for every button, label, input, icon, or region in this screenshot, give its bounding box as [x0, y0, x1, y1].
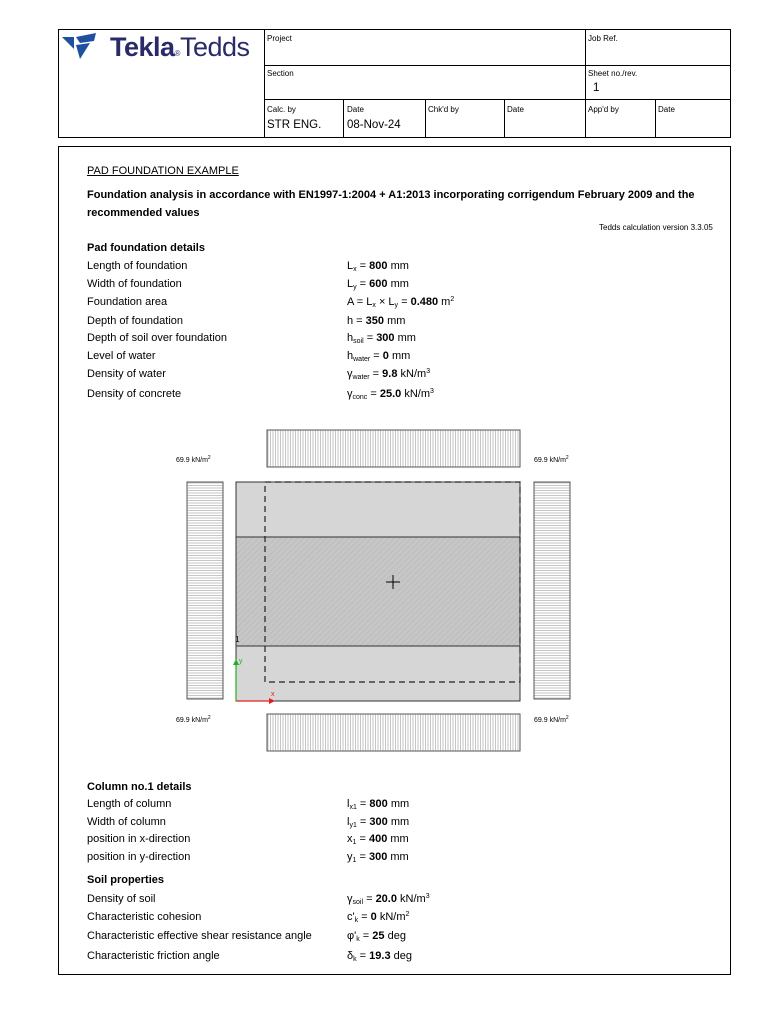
- calc-by-value: STR ENG.: [267, 119, 322, 131]
- calc-by-label: Calc. by: [267, 105, 296, 114]
- sheet-value: 1: [593, 82, 600, 94]
- row-label: Density of water: [87, 368, 166, 380]
- pressure-label-bottom-right: 69.9 $kN/m^2$: [534, 715, 569, 724]
- row-value: $\gamma_{conc} = 25.0$ $kN/m^3$: [347, 388, 434, 401]
- sheet-label: Sheet no./rev.: [588, 69, 638, 78]
- date-label: Date: [347, 105, 364, 114]
- row-label: position in x-direction: [87, 833, 191, 845]
- row-label: Level of water: [87, 350, 156, 362]
- column-number-label: 1: [235, 635, 240, 644]
- pressure-block-bottom: [267, 714, 520, 751]
- row-value: $l_{x1} = 800$ mm: [347, 798, 410, 811]
- logo-text: Tekla®Tedds: [110, 32, 250, 62]
- tekla-logo-icon: [60, 33, 106, 63]
- row-value: $\gamma_{water} = 9.8$ $kN/m^3$: [347, 368, 431, 381]
- tekla-tedds-logo: [60, 30, 265, 64]
- pressure-block-right: [534, 482, 570, 699]
- doc-heading-line1: Foundation analysis in accordance with EN1997-1:2004 + A1:2013 incorporating corrigendum February 2009 and the: [87, 189, 695, 201]
- row-label: Characteristic effective shear resistance angle: [87, 930, 312, 942]
- pressure-label-top-left: 69.9 $kN/m^2$: [176, 455, 211, 464]
- row-label: Length of foundation: [87, 260, 188, 272]
- doc-heading-line2: recommended values: [87, 207, 200, 219]
- foundation-plan-diagram: [150, 420, 610, 760]
- row-value: $\delta_k = 19.3$ deg: [347, 950, 413, 963]
- pressure-label-bottom-left: 69.9 $kN/m^2$: [176, 715, 211, 724]
- row-value: $h_{water} = 0$ mm: [347, 350, 411, 363]
- row-label: Density of soil: [87, 893, 156, 905]
- row-label: Depth of soil over foundation: [87, 332, 228, 344]
- project-label: Project: [267, 34, 292, 43]
- row-label: Width of foundation: [87, 278, 182, 290]
- jobref-label: Job Ref.: [588, 34, 618, 43]
- chkd-label: Chk'd by: [428, 105, 459, 114]
- row-value: $A = L_x \times L_y = 0.480$ $m^2$: [347, 296, 455, 309]
- version-text: Tedds calculation version 3.3.05: [599, 223, 713, 232]
- pressure-label-top-right: 69.9 $kN/m^2$: [534, 455, 569, 464]
- row-label: Depth of foundation: [87, 315, 184, 327]
- y-axis-label: y: [239, 658, 243, 665]
- row-value: $c'_k = 0$ $kN/m^2$: [347, 911, 410, 924]
- row-value: $x_1 = 400$ mm: [347, 833, 409, 846]
- row-value: $L_x = 800$ mm: [347, 260, 409, 273]
- column-details-heading: Column no.1 details: [87, 781, 192, 793]
- date-value: 08-Nov-24: [347, 119, 401, 131]
- row-value: $L_y = 600$ mm: [347, 278, 409, 291]
- row-value: $l_{y1} = 300$ mm: [347, 816, 410, 829]
- row-value: $h_{soil} = 300$ mm: [347, 332, 416, 345]
- row-label: Foundation area: [87, 296, 168, 308]
- row-label: Length of column: [87, 798, 172, 810]
- row-label: position in y-direction: [87, 851, 191, 863]
- appd-label: App'd by: [588, 105, 619, 114]
- column-outline: [236, 537, 520, 646]
- doc-title: PAD FOUNDATION EXAMPLE: [87, 165, 239, 177]
- row-value: $\varphi'_k = 25$ deg: [347, 930, 406, 943]
- row-value: h = 350 mm: [347, 315, 406, 327]
- pressure-block-top: [267, 430, 520, 467]
- row-label: Characteristic friction angle: [87, 950, 220, 962]
- pressure-block-left: [187, 482, 223, 699]
- date3-label: Date: [658, 105, 675, 114]
- pad-details-heading: Pad foundation details: [87, 242, 205, 254]
- soil-properties-heading: Soil properties: [87, 874, 165, 886]
- row-label: Characteristic cohesion: [87, 911, 202, 923]
- row-label: Width of column: [87, 816, 166, 828]
- row-value: $\gamma_{soil} = 20.0$ $kN/m^3$: [347, 893, 430, 906]
- row-value: $y_1 = 300$ mm: [347, 851, 409, 864]
- date2-label: Date: [507, 105, 524, 114]
- row-label: Density of concrete: [87, 388, 182, 400]
- x-axis-label: x: [271, 691, 275, 698]
- section-label: Section: [267, 69, 294, 78]
